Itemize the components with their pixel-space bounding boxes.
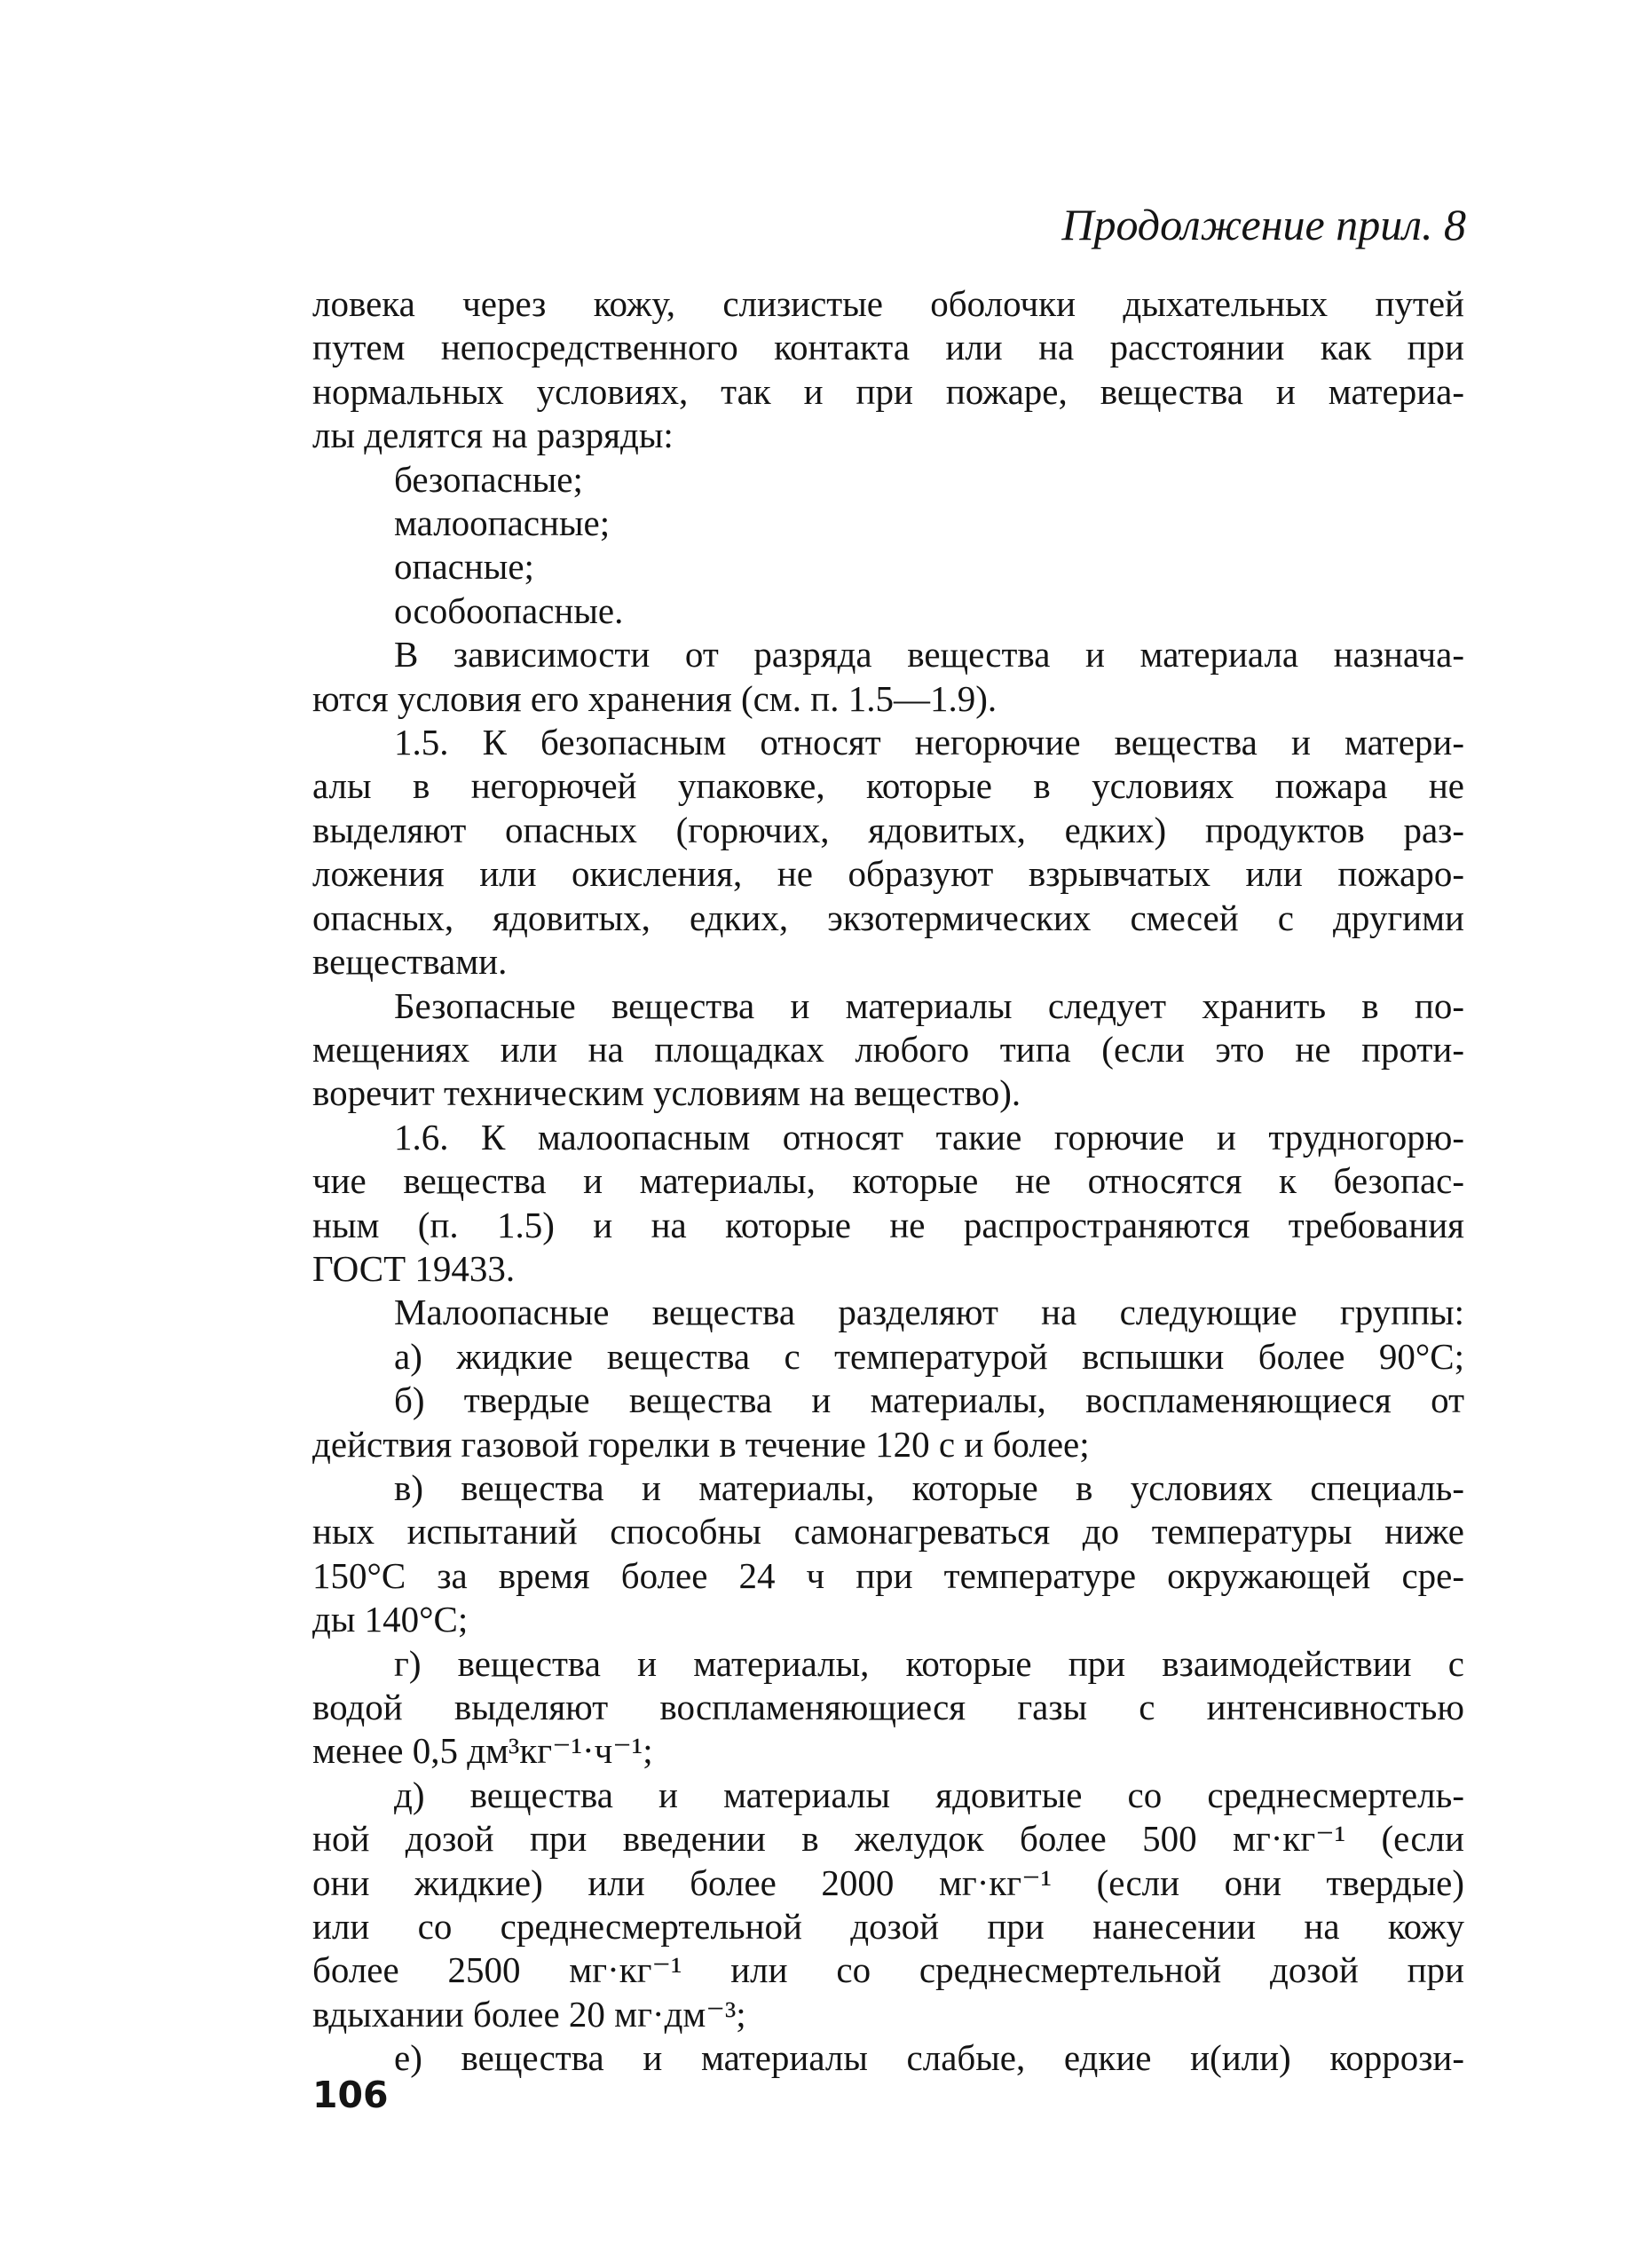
list-item: безопасные; — [394, 458, 583, 500]
text-line: ной дозой при введении в желудок более 500 мг·кг⁻¹ (если — [312, 1818, 1464, 1860]
text-line: ных испытаний способны самонагреваться до температуры ниже — [312, 1511, 1464, 1553]
text-line: алы в негорючей упаковке, которые в условиях пожара не — [312, 765, 1464, 807]
list-item: а) жидкие вещества с температурой вспышки более 90°С; — [394, 1335, 1464, 1377]
list-item: в) вещества и материалы, которые в условиях специаль- — [394, 1466, 1464, 1508]
text-line: В зависимости от разряда вещества и материала назнача- — [394, 634, 1464, 676]
text-line: или со среднесмертельной дозой при нанесении на кожу — [312, 1906, 1464, 1948]
list-item: г) вещества и материалы, которые при взаимодействии с — [394, 1642, 1464, 1684]
text-line: нормальных условиях, так и при пожаре, вещества и материа- — [312, 370, 1464, 412]
text-line: 1.5. К безопасным относят негорючие вещества и матери- — [394, 722, 1464, 763]
text-line: ным (п. 1.5) и на которые не распространяются требования — [312, 1204, 1464, 1245]
text-line: опасных, ядовитых, едких, экзотермических смесей с другими — [312, 897, 1464, 938]
text-line: действия газовой горелки в течение 120 с и более; — [312, 1423, 1090, 1465]
running-head: Продолжение прил. 8 — [1061, 200, 1466, 249]
list-item: особоопасные. — [394, 589, 624, 631]
text-line: ловека через кожу, слизистые оболочки дыхательных путей — [312, 283, 1464, 324]
text-line: 1.6. К малоопасным относят такие горючие и трудногорю- — [394, 1116, 1464, 1158]
page-number: 106 — [312, 2074, 389, 2116]
body-text — [312, 282, 1464, 2081]
text-line: веществами. — [312, 941, 508, 983]
text-line: менее 0,5 дм³кг⁻¹·ч⁻¹; — [312, 1730, 653, 1772]
text-line: они жидкие) или более 2000 мг·кг⁻¹ (если они твердые) — [312, 1861, 1464, 1903]
text-line: лы делятся на разряды: — [312, 415, 674, 456]
list-item: опасные; — [394, 546, 534, 588]
text-line: ложения или окисления, не образуют взрывчатых или пожаро- — [312, 853, 1464, 895]
list-item: б) твердые вещества и материалы, воспламеняющиеся от — [394, 1379, 1464, 1421]
text-line: водой выделяют воспламеняющиеся газы с интенсивностью — [312, 1687, 1464, 1727]
text-line: вдыхании более 20 мг·дм⁻³; — [312, 1993, 746, 2035]
text-line: Малоопасные вещества разделяют на следующие группы: — [394, 1292, 1464, 1333]
text-line: более 2500 мг·кг⁻¹ или со среднесмертельной дозой при — [312, 1949, 1464, 1991]
list-item: е) вещества и материалы слабые, едкие и(или) коррози- — [394, 2037, 1464, 2079]
list-item: д) вещества и материалы ядовитые со среднесмертель- — [394, 1774, 1464, 1815]
text-line: ды 140°С; — [312, 1599, 469, 1640]
text-line: Безопасные вещества и материалы следует хранить в по- — [394, 984, 1464, 1026]
text-line: 150°С за время более 24 ч при температуре окружающей сре- — [312, 1554, 1464, 1596]
list-item: малоопасные; — [394, 502, 611, 544]
text-line: путем непосредственного контакта или на расстоянии как при — [312, 327, 1464, 368]
text-line: выделяют опасных (горючих, ядовитых, едких) продуктов раз- — [312, 809, 1464, 850]
text-line: воречит техническим условиям на вещество). — [312, 1072, 1021, 1114]
text-line: ются условия его хранения (см. п. 1.5—1.9). — [312, 677, 997, 719]
text-line: ГОСТ 19433. — [312, 1247, 516, 1289]
text-line: мещениях или на площадках любого типа (если это не проти- — [312, 1028, 1464, 1070]
text-line: чие вещества и материалы, которые не относятся к безопас- — [312, 1160, 1464, 1202]
